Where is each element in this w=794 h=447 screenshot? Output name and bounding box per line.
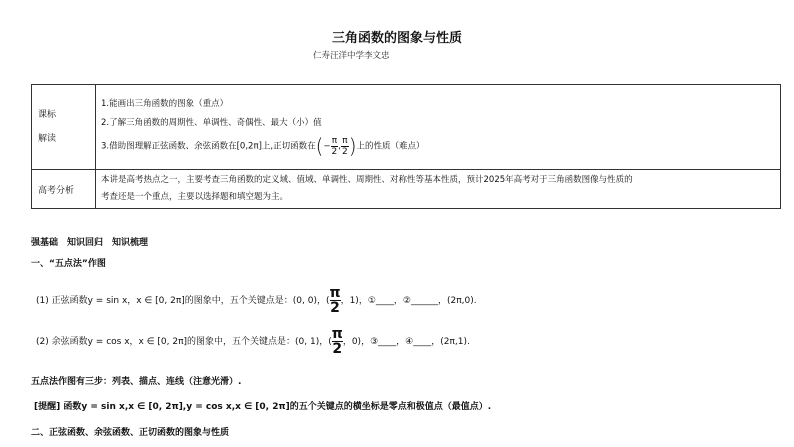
minus-sign: − xyxy=(323,141,331,152)
fraction-numerator: π xyxy=(342,135,348,146)
row-body-exam xyxy=(96,170,781,209)
table-row xyxy=(32,170,781,209)
row-body-standard xyxy=(96,85,781,170)
steps-line: 五点法作图有三步：列表、描点、连线（注意光滑）. xyxy=(31,377,242,387)
sine-key-points xyxy=(36,286,477,315)
standard-line-3-text: 3.借助图理解正弦函数、余弦函数在[0,2π]上,正切函数在 xyxy=(101,141,316,152)
fraction-numerator: π xyxy=(331,135,338,146)
section-nav: 强基础 知识回归 知识梳理 xyxy=(31,238,149,248)
cosine-text-post: ，0)，③____，④____，(2π,1). xyxy=(342,337,470,347)
sine-text-post: ，1)，①____，②______，(2π,0). xyxy=(340,296,477,306)
tip-line: [提醒] 函数y = sin x,x ∈ [0, 2π],y = cos x,x ∈ [0, 2π]的五个关键点的横坐标是零点和极值点（最值点）. xyxy=(34,402,492,412)
sine-text-pre: (1) 正弦函数y = sin x，x ∈ [0, 2π]的图象中，五个关键点是：(0, 0)，( xyxy=(36,296,330,306)
row-head-label-a: 课标 xyxy=(38,110,57,120)
row-head-label-b: 解读 xyxy=(38,134,57,144)
standard-line-3-suffix: 上的性质（难点） xyxy=(356,141,425,152)
table-row xyxy=(32,85,781,170)
page-title: 三角函数的图象与性质 xyxy=(331,31,462,46)
fraction-pi-over-2 xyxy=(332,327,343,356)
standard-line-1: 1.能画出三角函数的图象（重点） xyxy=(101,99,229,109)
standard-line-2: 2.了解三角函数的周期性、单调性、奇偶性、最大（小）值 xyxy=(101,118,322,128)
cosine-text-pre: (2) 余弦函数y = cos x，x ∈ [0, 2π]的图象中，五个关键点是：(0, 1)，( xyxy=(36,337,332,347)
standard-line-3 xyxy=(101,133,780,159)
comma: , xyxy=(338,141,341,152)
exam-line-1: 本讲是高考热点之一，主要考查三角函数的定义域、值域、单调性、周期性、对称性等基本性质，预计2025年高考对于三角函数图像与性质的 xyxy=(101,175,633,185)
fraction-denominator: 2 xyxy=(341,146,348,157)
fraction-denominator: 2 xyxy=(330,300,340,316)
fraction-denominator: 2 xyxy=(331,146,338,157)
fraction-denominator: 2 xyxy=(332,341,343,357)
exam-line-2: 考查还是一个重点，主要以选择题和填空题为主。 xyxy=(101,192,289,202)
cosine-key-points xyxy=(36,327,470,356)
fraction-numerator: π xyxy=(331,326,343,342)
curriculum-table xyxy=(31,84,781,209)
fraction-pi-over-2 xyxy=(341,136,349,157)
paren-close: ) xyxy=(348,134,357,158)
author-line: 仁寿汪洋中学李文忠 xyxy=(313,51,390,61)
row-head-exam: 高考分析 xyxy=(32,170,96,209)
fraction-numerator: π xyxy=(329,285,341,301)
section-heading-2: 二、正弦函数、余弦函数、正切函数的图象与性质 xyxy=(31,428,230,438)
section-heading-1: 一、“五点法”作图 xyxy=(31,259,106,269)
row-head-standard xyxy=(32,85,96,170)
fraction-pi-over-2 xyxy=(330,286,341,315)
paren-open: ( xyxy=(315,134,324,158)
